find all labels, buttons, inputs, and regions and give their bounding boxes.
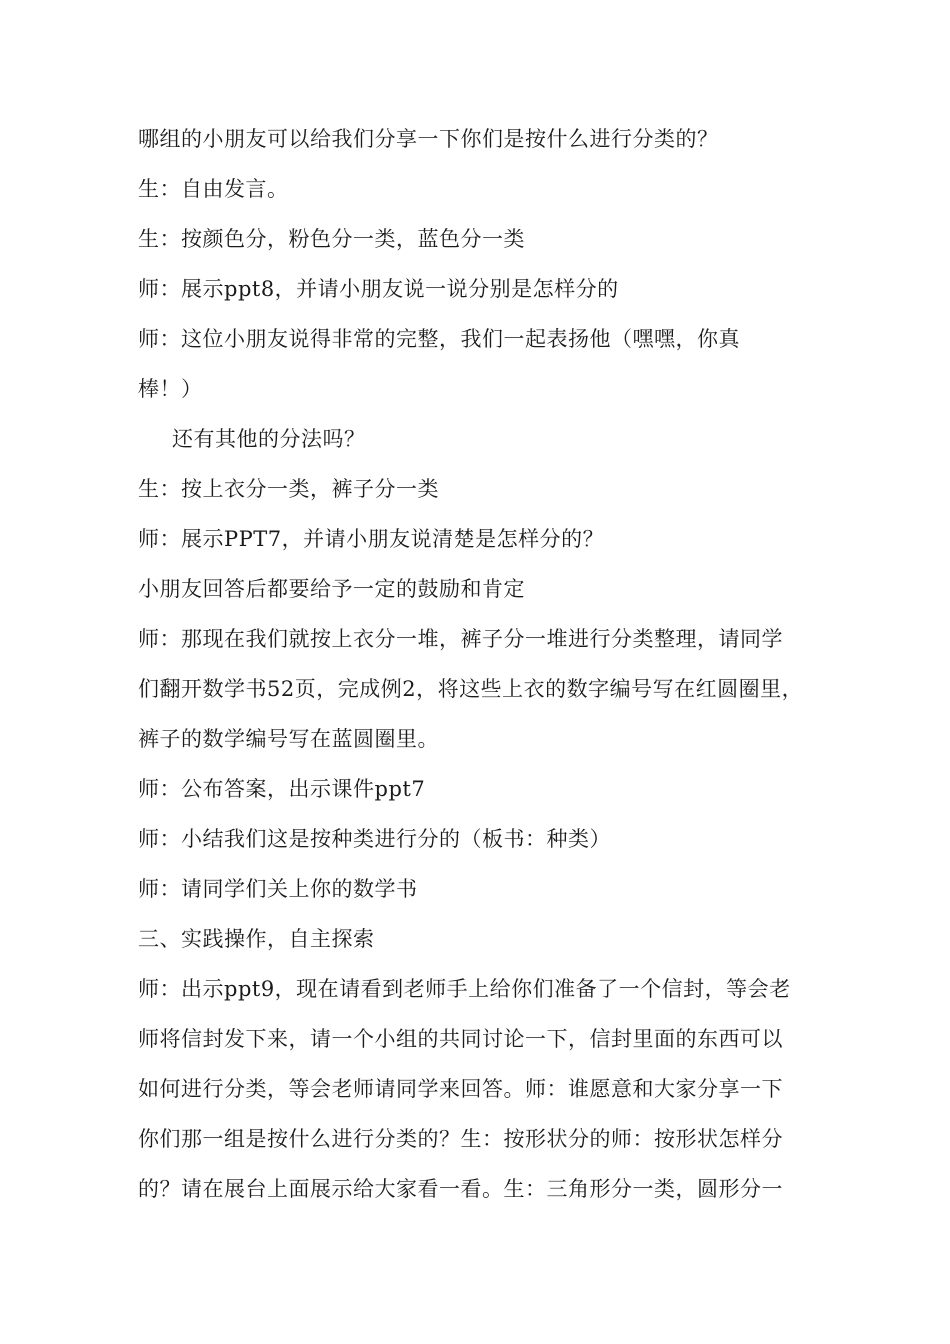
text-line: 的？请在展台上面展示给大家看一看。生：三角形分一类，圆形分一	[138, 1177, 783, 1201]
text-line: 师：这位小朋友说得非常的完整，我们一起表扬他（嘿嘿，你真	[138, 327, 740, 351]
text-line: 师：出示ppt9，现在请看到老师手上给你们准备了一个信封，等会老	[138, 977, 791, 1001]
text-line: 师：那现在我们就按上衣分一堆，裤子分一堆进行分类整理，请同学	[138, 627, 783, 651]
text-line: 师：请同学们关上你的数学书	[138, 877, 418, 901]
text-line: 棒！）	[138, 377, 203, 401]
text-line: 生：按上衣分一类，裤子分一类	[138, 477, 439, 501]
text-line: 你们那一组是按什么进行分类的？生：按形状分的师：按形状怎样分	[138, 1127, 783, 1151]
text-line: 师：展示PPT7，并请小朋友说清楚是怎样分的？	[138, 527, 605, 551]
text-line: 如何进行分类，等会老师请同学来回答。师：谁愿意和大家分享一下	[138, 1077, 783, 1101]
text-line: 裤子的数学编号写在蓝圆圈里。	[138, 727, 439, 751]
text-line: 还有其他的分法吗？	[172, 427, 366, 451]
text-line: 师：公布答案，出示课件ppt7	[138, 777, 426, 801]
text-line: 师：展示ppt8，并请小朋友说一说分别是怎样分的	[138, 277, 619, 301]
text-line: 三、实践操作，自主探索	[138, 927, 375, 951]
text-line: 小朋友回答后都要给予一定的鼓励和肯定	[138, 577, 525, 601]
text-line: 师将信封发下来，请一个小组的共同讨论一下，信封里面的东西可以	[138, 1027, 783, 1051]
text-line: 们翻开数学书52页，完成例2，将这些上衣的数字编号写在红圆圈里，	[138, 677, 804, 701]
text-line: 生：自由发言。	[138, 177, 289, 201]
text-line: 哪组的小朋友可以给我们分享一下你们是按什么进行分类的？	[138, 127, 719, 151]
text-line: 师：小结我们这是按种类进行分的（板书：种类）	[138, 827, 611, 851]
text-line: 生：按颜色分，粉色分一类，蓝色分一类	[138, 227, 525, 251]
